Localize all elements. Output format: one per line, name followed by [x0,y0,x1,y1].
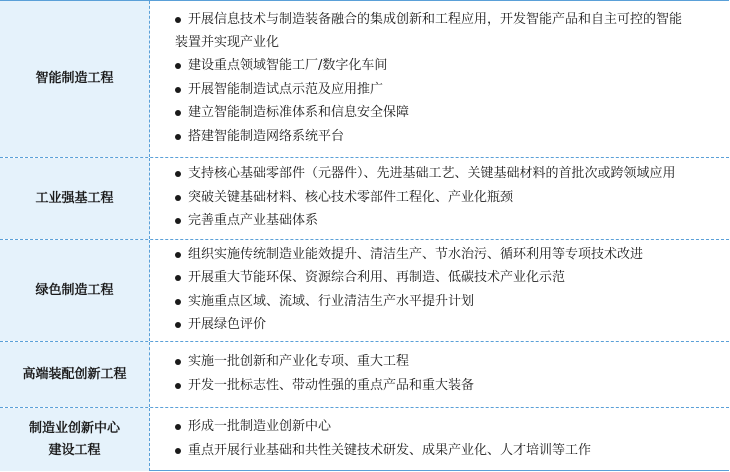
list-item [175,187,719,210]
list-item-text: 完善重点产业基础体系 [188,213,319,229]
list-item-text: 搭建智能制造网络系统平台 [188,128,345,144]
row-content [150,408,729,471]
table-row [0,407,729,471]
list-item [175,102,719,125]
row-content [150,240,729,341]
list-item [175,244,719,267]
list-item [175,291,719,314]
list-item-text: 建立智能制造标准体系和信息安全保障 [188,105,410,120]
row-heading [0,1,150,157]
list-item [175,351,719,374]
list-item-text: 突破关键基础材料、核心技术零部件工程化、产业化瓶颈 [188,189,514,205]
list-item-text: 建设重点领域智能工厂/数字化车间 [188,58,388,73]
list-item-text: 支持核心基础零部件（元器件）、先进基础工艺、关键基础材料的首批次或跨领域应用 [188,166,676,182]
table-row [0,1,729,157]
list-item [175,163,719,186]
table-row [0,341,729,407]
list-item-text: 开展智能制造试点示范及应用推广 [188,81,384,97]
row-heading [0,342,150,407]
list-item [175,55,719,78]
row-heading-text: 工业强基工程 [35,190,114,206]
row-heading-text: 制造业创新中心 [28,420,120,436]
list-item [175,375,719,398]
row-heading-text: 绿色制造工程 [35,282,114,298]
list-item-text-cont: 装置并实现产业化 [175,34,280,50]
row-content [150,342,729,407]
list-item-text: 开展重大节能环保、资源综合利用、再制造、低碳技术产业化示范 [188,270,566,285]
row-heading [0,408,150,471]
list-item [175,440,719,463]
list-item [175,9,719,54]
row-heading-text: 高端装配创新工程 [22,366,127,382]
list-item [175,79,719,102]
list-item-text: 开展信息技术与制造装备融合的集成创新和工程应用，开发智能产品和自主可控的智能 [188,12,683,27]
list-item-text: 重点开展行业基础和共性关键技术研发、成果产业化、人才培训等工作 [188,442,592,458]
list-item-text: 开发一批标志性、带动性强的重点产品和重大装备 [188,377,475,393]
list-item [175,314,719,337]
list-item [175,267,719,290]
list-item [175,210,719,233]
row-heading-text: 建设工程 [48,442,101,458]
row-heading-text: 智能制造工程 [35,71,114,86]
row-content [150,158,729,239]
row-heading [0,158,150,239]
row-content [150,1,729,157]
list-item-text: 实施重点区域、流域、行业清洁生产水平提升计划 [188,293,475,309]
list-item-text: 形成一批制造业创新中心 [188,419,332,434]
table-row [0,239,729,341]
list-item-text: 实施一批创新和产业化专项、重大工程 [188,354,410,369]
list-item [175,126,719,149]
row-heading [0,240,150,341]
list-item-text: 开展绿色评价 [188,317,267,332]
list-item-text: 组织实施传统制造业能效提升、清洁生产、节水治污、循环利用等专项技术改进 [188,246,644,262]
list-item [175,416,719,439]
table-row [0,157,729,239]
